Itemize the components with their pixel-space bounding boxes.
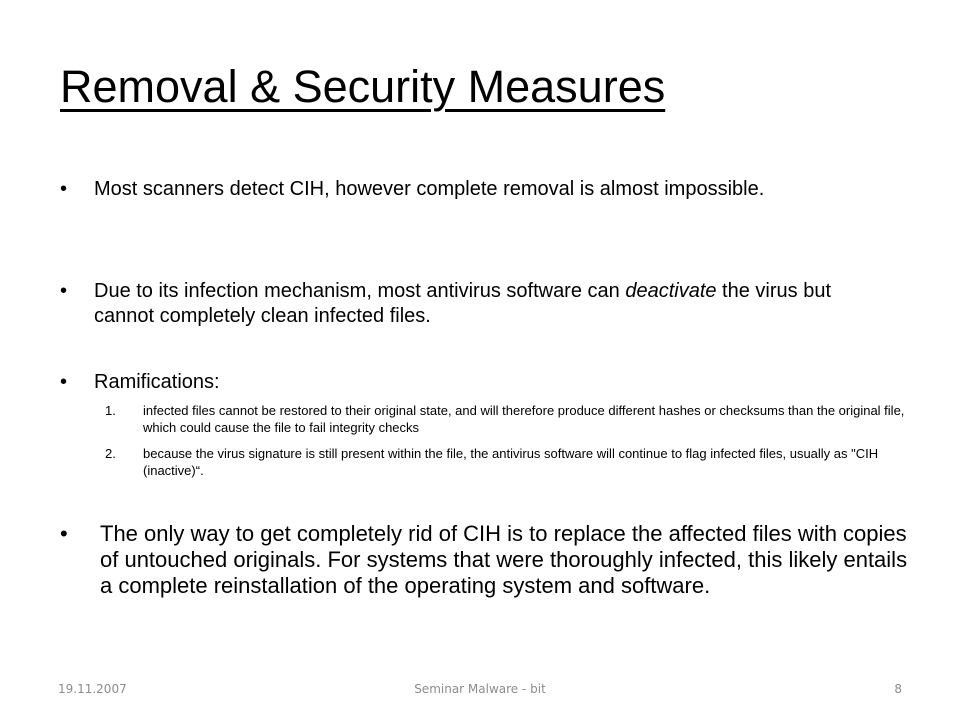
bullet-text: Ramifications: (94, 371, 220, 393)
ramifications-list (105, 402, 925, 488)
bullet-marker: • (60, 178, 68, 200)
bullet-marker: • (60, 280, 68, 302)
bullet-scanners (60, 177, 880, 202)
slide-title: Removal & Security Measures (60, 61, 666, 112)
footer-date: 19.11.2007 (58, 682, 127, 696)
bullet-text: The only way to get completely rid of CIH is to replace the affected files with copies of untouched originals. For systems that were thoroughly infected, this likely entails a complete reinstallation of the operating system and software. (100, 521, 908, 598)
bullet-text-end: the virus but cannot completely clean infected files. (94, 280, 832, 327)
bullet-text-emphasis: deactivate (625, 280, 717, 302)
list-item-text: infected files cannot be restored to their original state, and will therefore produce different hashes or checksums than the original file, which could cause the file to fail integrity checks (143, 403, 905, 435)
page-number: 8 (894, 682, 902, 696)
list-item (105, 445, 925, 479)
bullet-marker: • (60, 521, 68, 546)
list-item-number: 1. (105, 403, 116, 418)
list-item (105, 402, 925, 436)
footer-title: Seminar Malware - bit (414, 682, 546, 696)
bullet-text: Most scanners detect CIH, however complete removal is almost impossible. (94, 178, 765, 200)
list-item-number: 2. (105, 446, 116, 461)
bullet-only-way (60, 521, 920, 599)
bullet-infection-mechanism (60, 279, 880, 329)
bullet-text (94, 279, 880, 329)
list-item-text: because the virus signature is still present within the file, the antivirus software will continue to flag infected files, usually as "CIH (inactive)“. (143, 446, 879, 478)
bullet-marker: • (60, 371, 68, 393)
bullet-text-start: Due to its infection mechanism, most antivirus software can (94, 280, 626, 302)
bullet-ramifications (60, 370, 880, 395)
